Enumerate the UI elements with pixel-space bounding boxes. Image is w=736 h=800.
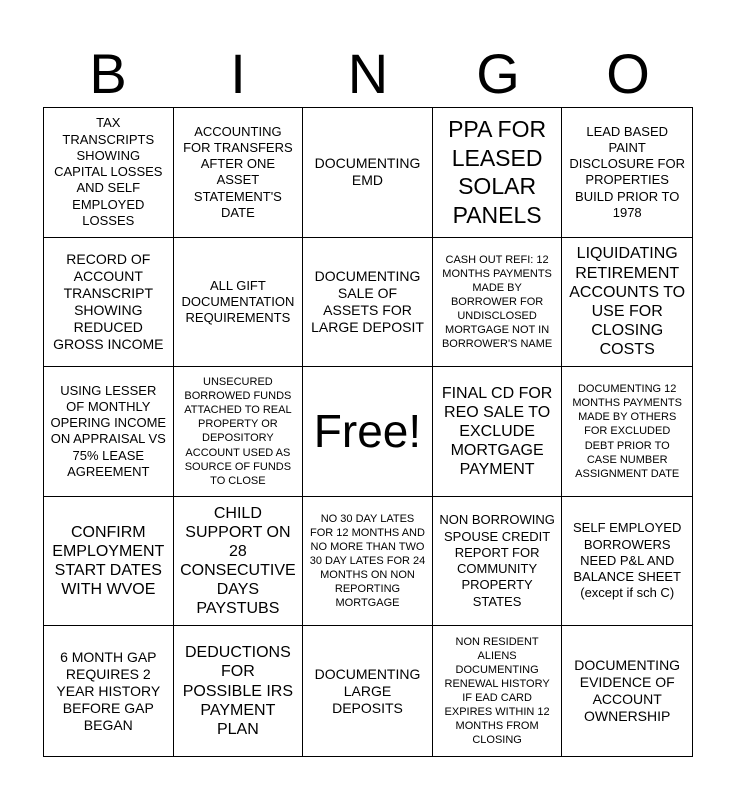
bingo-cell[interactable]: LIQUIDATING RETIREMENT ACCOUNTS TO USE FOR CLOSING COSTS — [562, 238, 692, 368]
bingo-cell[interactable]: CONFIRM EMPLOYMENT START DATES WITH WVOE — [44, 497, 174, 627]
bingo-cell[interactable]: LEAD BASED PAINT DISCLOSURE FOR PROPERTIES BUILD PRIOR TO 1978 — [562, 108, 692, 238]
bingo-cell[interactable]: RECORD OF ACCOUNT TRANSCRIPT SHOWING REDUCED GROSS INCOME — [44, 238, 174, 368]
bingo-cell[interactable]: DOCUMENTING 12 MONTHS PAYMENTS MADE BY OTHERS FOR EXCLUDED DEBT PRIOR TO CASE NUMBER ASSIGNMENT DATE — [562, 367, 692, 497]
header-letter-n: N — [347, 42, 389, 105]
bingo-cell[interactable]: USING LESSER OF MONTHLY OPERING INCOME ON APPRAISAL VS 75% LEASE AGREEMENT — [44, 367, 174, 497]
bingo-cell[interactable]: SELF EMPLOYED BORROWERS NEED P&L AND BALANCE SHEET (except if sch C) — [562, 497, 692, 627]
bingo-cell[interactable]: ALL GIFT DOCUMENTATION REQUIREMENTS — [174, 238, 304, 368]
bingo-cell[interactable]: FINAL CD FOR REO SALE TO EXCLUDE MORTGAGE PAYMENT — [433, 367, 563, 497]
bingo-cell[interactable]: CASH OUT REFI: 12 MONTHS PAYMENTS MADE BY BORROWER FOR UNDISCLOSED MORTGAGE NOT IN BORROWER'S NAME — [433, 238, 563, 368]
bingo-cell[interactable]: CHILD SUPPORT ON 28 CONSECUTIVE DAYS PAYSTUBS — [174, 497, 304, 627]
header-letter-o: O — [606, 42, 650, 105]
bingo-cell[interactable]: ACCOUNTING FOR TRANSFERS AFTER ONE ASSET STATEMENT'S DATE — [174, 108, 304, 238]
free-space[interactable]: Free! — [303, 367, 433, 497]
bingo-cell[interactable]: DEDUCTIONS FOR POSSIBLE IRS PAYMENT PLAN — [174, 626, 304, 756]
bingo-cell[interactable]: NO 30 DAY LATES FOR 12 MONTHS AND NO MORE THAN TWO 30 DAY LATES FOR 24 MONTHS ON NON REPORTING MORTGAGE — [303, 497, 433, 627]
header-letter-g: G — [476, 42, 520, 105]
bingo-header — [43, 40, 693, 108]
bingo-cell[interactable]: NON RESIDENT ALIENS DOCUMENTING RENEWAL HISTORY IF EAD CARD EXPIRES WITHIN 12 MONTHS FROM CLOSING — [433, 626, 563, 756]
bingo-cell[interactable]: DOCUMENTING SALE OF ASSETS FOR LARGE DEPOSIT — [303, 238, 433, 368]
bingo-cell[interactable]: 6 MONTH GAP REQUIRES 2 YEAR HISTORY BEFORE GAP BEGAN — [44, 626, 174, 756]
bingo-cell[interactable]: DOCUMENTING LARGE DEPOSITS — [303, 626, 433, 756]
header-letter-b: B — [89, 42, 127, 105]
bingo-cell[interactable]: TAX TRANSCRIPTS SHOWING CAPITAL LOSSES AND SELF EMPLOYED LOSSES — [44, 108, 174, 238]
bingo-cell[interactable]: DOCUMENTING EMD — [303, 108, 433, 238]
bingo-cell[interactable]: NON BORROWING SPOUSE CREDIT REPORT FOR COMMUNITY PROPERTY STATES — [433, 497, 563, 627]
bingo-cell[interactable]: UNSECURED BORROWED FUNDS ATTACHED TO REAL PROPERTY OR DEPOSITORY ACCOUNT USED AS SOURCE OF FUNDS TO CLOSE — [174, 367, 304, 497]
bingo-card — [43, 107, 693, 757]
bingo-cell[interactable]: PPA FOR LEASED SOLAR PANELS — [433, 108, 563, 238]
header-letter-i: I — [230, 42, 246, 105]
bingo-cell[interactable]: DOCUMENTING EVIDENCE OF ACCOUNT OWNERSHIP — [574, 657, 681, 725]
